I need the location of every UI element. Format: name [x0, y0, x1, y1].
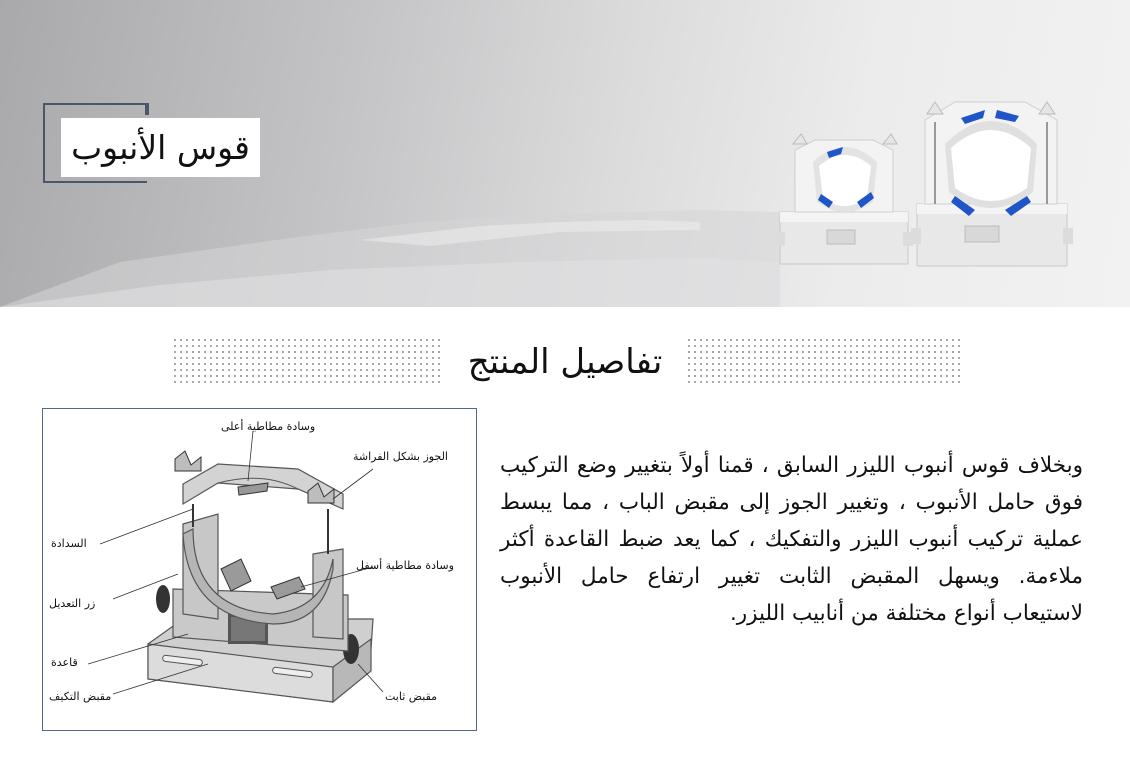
label-base: قاعدة	[51, 656, 78, 669]
label-wing-nut: الجوز بشكل الفراشة	[353, 450, 448, 463]
label-top-pad: وسادة مطاطية أعلى	[221, 420, 316, 433]
tube-holders-photo	[775, 92, 1075, 272]
label-bottom-pad: وسادة مطاطية أسفل	[356, 559, 454, 572]
hero-banner	[0, 0, 1130, 307]
banner-title: قوس الأنبوب	[61, 118, 260, 177]
description-paragraph: وبخلاف قوس أنبوب الليزر السابق ، قمنا أولاً بتغيير وضع التركيب فوق حامل الأنبوب ، وتغيير الجوز إلى مقبض الباب ، مما يبسط عملية تركيب أنبوب الليزر والتفكيك ، كما يعد ضبط القاعدة أكثر ملاءمة. ويسهل المقبض الثابت تغيير ارتفاع حامل الأنبوب لاستيعاب أنواع مختلفة من أنابيب الليزر.	[500, 453, 1083, 626]
label-fixed-handle: مقبض ثابت	[385, 690, 438, 703]
dots-decoration-left	[172, 337, 444, 387]
large-holder	[911, 102, 1073, 266]
label-adjust-button: زر التعديل	[49, 597, 96, 610]
holder-diagram	[42, 408, 477, 731]
section-heading: تفاصيل المنتج	[467, 342, 663, 382]
dots-decoration-right	[686, 337, 960, 387]
label-stopper: السدادة	[51, 537, 87, 550]
label-shoulder-handle: مقبض التكيف	[49, 690, 112, 703]
small-holder	[775, 134, 913, 264]
